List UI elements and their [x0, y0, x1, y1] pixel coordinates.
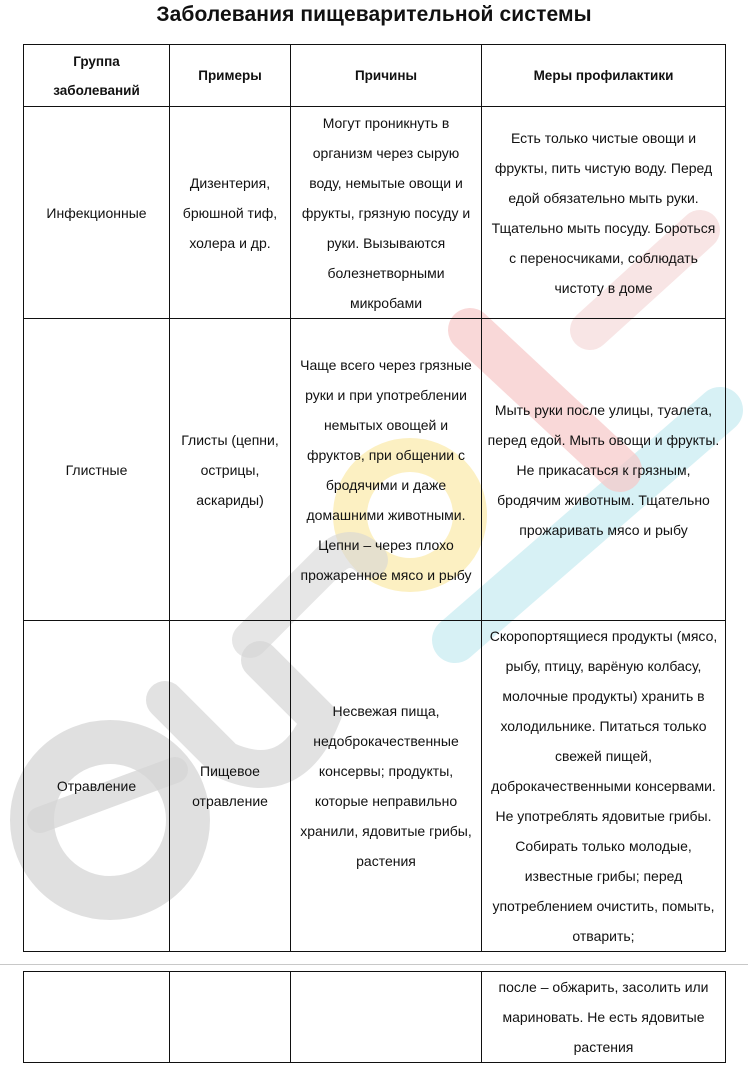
- cell-causes: Могут проникнуть в организм через сырую воду, немытые овощи и фрукты, грязную посуду и руки. Вызываются болезнетворными микробами: [291, 107, 482, 319]
- cell-group: Глистные: [24, 319, 170, 621]
- cell-examples: Пищевое отравление: [170, 621, 291, 952]
- cell-group: [24, 972, 170, 1063]
- header-prevention: Меры профилактики: [482, 45, 726, 107]
- cell-examples: Дизентерия, брюшной тиф, холера и др.: [170, 107, 291, 319]
- header-group: Группа заболеваний: [24, 45, 170, 107]
- table-row: [24, 621, 726, 952]
- header-row: [24, 45, 726, 107]
- table-row: [24, 972, 726, 1063]
- cell-examples: [170, 972, 291, 1063]
- cell-causes: Чаще всего через грязные руки и при употреблении немытых овощей и фруктов, при общении с бродячими и даже домашними животными. Цепни – через плохо прожаренное мясо и рыбу: [291, 319, 482, 621]
- diseases-table-continuation: [23, 971, 726, 1063]
- cell-prevention: Мыть руки после улицы, туалета, перед едой. Мыть овощи и фрукты. Не прикасаться к грязным, бродячим животным. Тщательно прожаривать мясо и рыбу: [482, 319, 726, 621]
- cell-causes: [291, 972, 482, 1063]
- cell-prevention: Скоропортящиеся продукты (мясо, рыбу, птицу, варёную колбасу, молочные продукты) хранить в холодильнике. Питаться только свежей пищей, доброкачественными консервами. Не употреблять ядовитые грибы. Собирать только молодые, известные грибы; перед употреблением очистить, помыть, отварить;: [482, 621, 726, 952]
- table-row: [24, 107, 726, 319]
- cell-causes: Несвежая пища, недоброкачественные консервы; продукты, которые неправильно хранили, ядовитые грибы, растения: [291, 621, 482, 952]
- page-break-divider: [0, 964, 748, 965]
- cell-examples: Глисты (цепни, острицы, аскариды): [170, 319, 291, 621]
- cell-group: Инфекционные: [24, 107, 170, 319]
- cell-prevention: после – обжарить, засолить или мариновать. Не есть ядовитые растения: [482, 972, 726, 1063]
- table-row: [24, 319, 726, 621]
- header-examples: Примеры: [170, 45, 291, 107]
- diseases-table: [23, 44, 726, 952]
- cell-prevention: Есть только чистые овощи и фрукты, пить чистую воду. Перед едой обязательно мыть руки. Тщательно мыть посуду. Бороться с переносчиками, соблюдать чистоту в доме: [482, 107, 726, 319]
- cell-group: Отравление: [24, 621, 170, 952]
- page-title: Заболевания пищеварительной системы: [156, 3, 592, 26]
- header-causes: Причины: [291, 45, 482, 107]
